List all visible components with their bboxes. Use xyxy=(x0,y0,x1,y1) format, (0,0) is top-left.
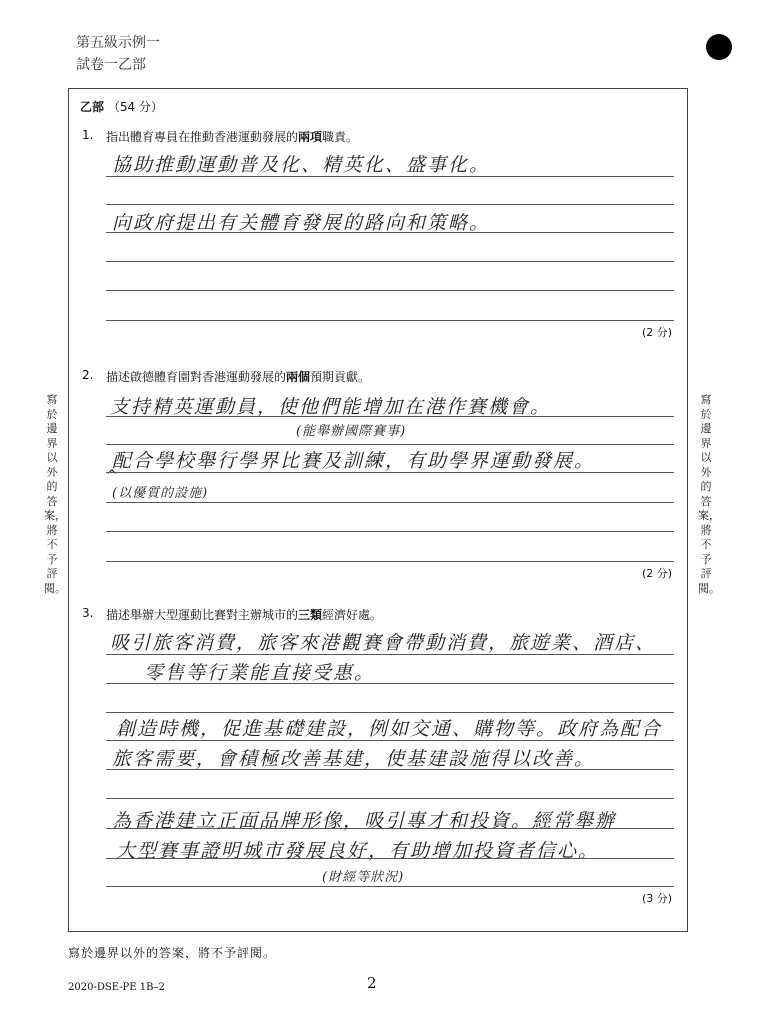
question-3-marks: (3 分) xyxy=(642,892,673,905)
ruled-line xyxy=(106,654,674,655)
ruled-line xyxy=(106,502,674,503)
ruled-line xyxy=(106,472,674,473)
ruled-line xyxy=(106,858,674,859)
q3-answer-line-3: 創造時機，促進基礎建設，例如交通、購物等。政府為配合 xyxy=(116,718,663,740)
question-2-number: 2. xyxy=(82,368,94,382)
black-dot-icon xyxy=(706,34,732,60)
question-1-text: 指出體育專員在推動香港運動發展的兩項職責。 xyxy=(106,130,359,144)
ruled-line xyxy=(106,416,674,417)
footer-note: 寫於邊界以外的答案，將不予評閱。 xyxy=(68,946,277,960)
paper-code: 2020-DSE-PE 1B–2 xyxy=(68,982,165,993)
question-1-number: 1. xyxy=(82,128,94,142)
ruled-line xyxy=(106,531,674,532)
caret-insert-icon: ^ xyxy=(106,468,120,484)
ruled-line xyxy=(106,320,674,321)
section-title xyxy=(80,98,163,115)
ruled-line xyxy=(106,561,674,562)
question-2-text: 描述啟德體育園對香港運動發展的兩個預期貢獻。 xyxy=(106,370,371,384)
q3-answer-line-2: 零售等行業能直接受惠。 xyxy=(144,662,376,684)
right-margin-note: 寫於邊界以外的答案，將不予評閱。 xyxy=(698,393,720,595)
ruled-line xyxy=(106,204,674,205)
ruled-line xyxy=(106,828,674,829)
q2-insertion-2: (以優質的設施) xyxy=(112,486,209,501)
ruled-line xyxy=(106,683,674,684)
ruled-line xyxy=(106,232,674,233)
q3-answer-line-6: 大型賽事證明城市發展良好，有助增加投資者信心。 xyxy=(116,840,600,862)
question-3-number: 3. xyxy=(82,606,94,620)
q1-answer-line-2: 向政府提出有关體育發展的路向和策略。 xyxy=(112,212,491,234)
q3-insertion-1: (財經等狀況) xyxy=(322,870,405,885)
question-1-marks: (2 分) xyxy=(642,326,673,339)
ruled-line xyxy=(106,886,674,887)
ruled-line xyxy=(106,769,674,770)
question-3-text: 描述舉辦大型運動比賽對主辦城市的三類經濟好處。 xyxy=(106,608,383,622)
page-number: 2 xyxy=(367,974,377,992)
ruled-line xyxy=(106,740,674,741)
q1-answer-line-1: 協助推動運動普及化、精英化、盛事化。 xyxy=(112,154,491,176)
q3-answer-line-5: 為香港建立正面品牌形像，吸引專才和投資。經常舉辦 xyxy=(112,810,617,832)
q2-answer-line-1: 支持精英運動員，使他們能增加在港作賽機會。 xyxy=(110,396,552,418)
q3-answer-line-4: 旅客需要，會積極改善基建，使基建設施得以改善。 xyxy=(112,748,596,770)
ruled-line xyxy=(106,798,674,799)
ruled-line xyxy=(106,712,674,713)
paper-header xyxy=(76,32,160,76)
q2-answer-line-2: 配合學校舉行學界比賽及訓練，有助學界運動發展。 xyxy=(112,450,596,472)
ruled-line xyxy=(106,444,674,445)
left-margin-note: 寫於邊界以外的答案，將不予評閱。 xyxy=(44,393,66,595)
ruled-line xyxy=(106,176,674,177)
header-line1: 第五級示例一 xyxy=(76,35,160,51)
section-name: 乙部 xyxy=(80,100,105,114)
q3-answer-line-1: 吸引旅客消費，旅客來港觀賽會帶動消費，旅遊業、酒店、 xyxy=(110,632,657,654)
ruled-line xyxy=(106,261,674,262)
header-line2: 試卷一乙部 xyxy=(76,57,146,73)
q2-insertion-1: (能舉辦國際賽事) xyxy=(296,424,407,439)
section-marks: （54 分） xyxy=(107,100,163,114)
question-2-marks: (2 分) xyxy=(642,567,673,580)
ruled-line xyxy=(106,290,674,291)
